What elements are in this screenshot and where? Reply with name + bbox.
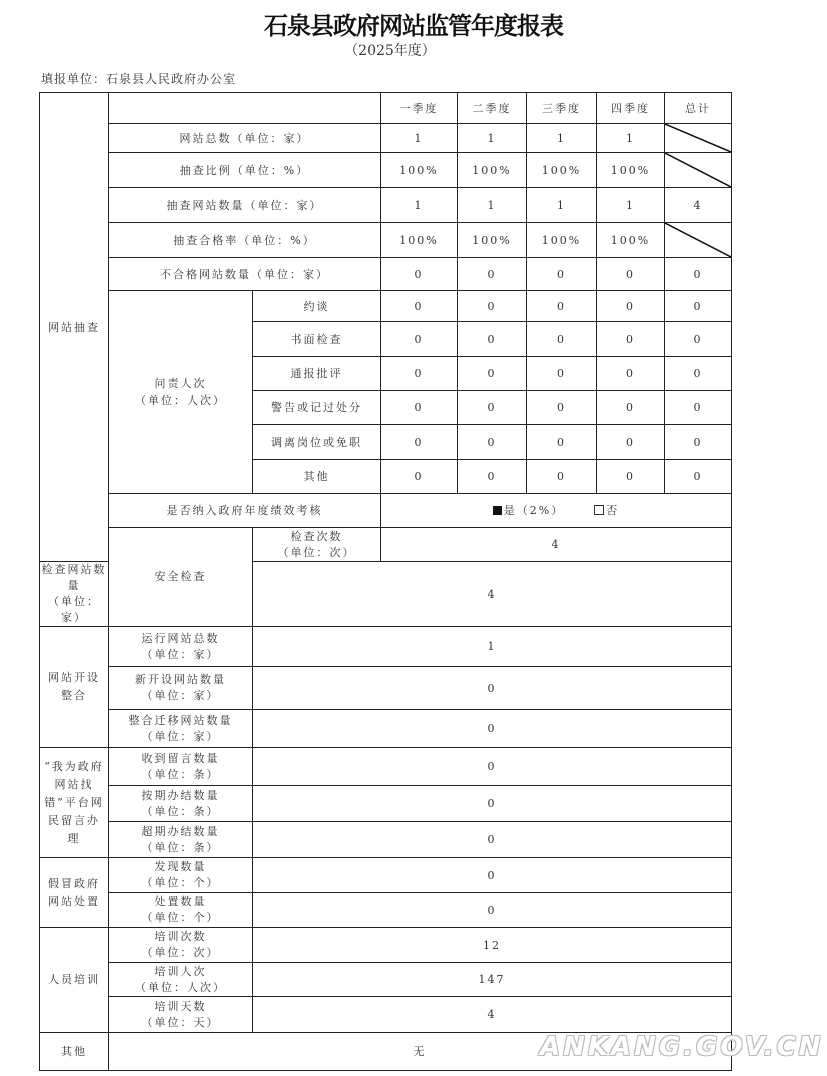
section-label: 网站开设整合: [40, 627, 109, 748]
quarter-value: 0: [527, 322, 597, 357]
quarter-value: 1: [597, 124, 665, 153]
item-label: [109, 858, 253, 893]
item-label-unit: （单位：家）: [141, 647, 220, 661]
item-label-unit: （单位：个）: [141, 876, 220, 889]
quarter-value: 0: [381, 291, 458, 322]
item-value: 0: [253, 786, 732, 822]
diagonal-slash-cell: [665, 223, 732, 258]
total-value: 0: [665, 460, 732, 494]
quarter-value: 0: [381, 391, 458, 425]
diagonal-slash-cell: [665, 153, 732, 188]
diagonal-line: [665, 124, 731, 152]
quarter-value: 0: [458, 258, 527, 291]
performance-label: 是否纳入政府年度绩效考核: [109, 494, 381, 528]
quarter-value: 0: [381, 357, 458, 391]
report-table: [39, 92, 732, 1071]
quarter-value: 0: [597, 460, 665, 494]
item-label-unit: （单位：家）: [141, 689, 220, 702]
quarter-value: 0: [527, 425, 597, 460]
performance-options: [381, 494, 732, 528]
item-label: [109, 822, 253, 858]
quarter-value: 100%: [381, 153, 458, 188]
item-label-unit: （单位：条）: [141, 804, 220, 818]
checkbox-unchecked-icon[interactable]: [594, 505, 604, 515]
total-value: 0: [665, 258, 732, 291]
item-label: [109, 667, 253, 710]
item-label-line1: 发现数量: [154, 860, 207, 873]
accountability-type: 调离岗位或免职: [253, 425, 381, 460]
accountability-label-line1: 问责人次: [154, 377, 207, 390]
quarter-value: 0: [597, 425, 665, 460]
total-value: 0: [665, 357, 732, 391]
item-label-line1: 培训天数: [154, 999, 207, 1013]
quarter-value: 0: [597, 391, 665, 425]
item-label: [109, 997, 253, 1033]
item-value: 0: [253, 893, 732, 928]
item-label-line1: 整合迁移网站数量: [128, 713, 233, 727]
item-label-line1: 处置数量: [154, 895, 207, 908]
report-year: （2025年度）: [344, 43, 436, 59]
quarter-value: 0: [597, 322, 665, 357]
item-label-unit: （单位：条）: [141, 840, 220, 854]
quarter-value: 0: [527, 391, 597, 425]
reporting-unit: 填报单位：石泉县人民政府办公室: [41, 72, 237, 86]
item-label: [109, 963, 253, 997]
quarter-value: 100%: [597, 223, 665, 258]
item-label-line1: 培训次数: [154, 930, 207, 943]
total-value: 4: [665, 188, 732, 223]
quarter-value: 0: [458, 391, 527, 425]
quarter-value: 0: [597, 291, 665, 322]
item-value: 4: [381, 528, 732, 562]
item-label: [109, 928, 253, 963]
quarter-value: 0: [527, 357, 597, 391]
item-value: 0: [253, 710, 732, 748]
item-value: 0: [253, 822, 732, 858]
quarter-value: 0: [381, 322, 458, 357]
quarter-value: 0: [527, 258, 597, 291]
accountability-type: 其他: [253, 460, 381, 494]
accountability-type: 通报批评: [253, 357, 381, 391]
quarter-value: 1: [381, 188, 458, 223]
quarter-value: 0: [458, 460, 527, 494]
quarter-value: 0: [597, 357, 665, 391]
row-label: 网站总数（单位：家）: [109, 124, 381, 153]
section-label: “我为政府网站找错”平台网民留言办理: [40, 748, 109, 858]
accountability-type: 书面检查: [253, 322, 381, 357]
quarter-value: 1: [458, 188, 527, 223]
row-label: 抽查比例（单位：%）: [109, 153, 381, 188]
quarter-value: 0: [381, 425, 458, 460]
quarter-value: 0: [458, 357, 527, 391]
report-title: 石泉县政府网站监管年度报表: [264, 11, 563, 40]
item-label-line1: 运行网站总数: [141, 631, 220, 645]
section-label: 假冒政府网站处置: [40, 858, 109, 928]
item-label-line1: 按期办结数量: [141, 788, 220, 802]
item-label-line1: 收到留言数量: [141, 751, 220, 765]
other-value: 无: [109, 1033, 732, 1071]
diagonal-line: [665, 223, 731, 257]
header-blank: [109, 93, 381, 124]
quarter-value: 100%: [381, 223, 458, 258]
section-label: 安全检查: [109, 528, 253, 627]
watermark: ANKANG.GOV.CN: [540, 1032, 824, 1062]
item-label: [109, 748, 253, 786]
column-header: 总计: [665, 93, 732, 124]
other-label: 其他: [40, 1033, 109, 1071]
item-label-line1: 检查次数: [290, 529, 343, 543]
accountability-label-line2: （单位：人次）: [135, 394, 226, 407]
quarter-value: 1: [458, 124, 527, 153]
diagonal-line: [665, 153, 731, 187]
item-label: [109, 627, 253, 667]
quarter-value: 100%: [597, 153, 665, 188]
item-label-unit: （单位：天）: [141, 1015, 220, 1029]
quarter-value: 100%: [458, 223, 527, 258]
item-label-unit: （单位：个）: [141, 911, 220, 924]
item-label: [109, 786, 253, 822]
total-value: 0: [665, 322, 732, 357]
item-label-unit: （单位：人次）: [135, 980, 226, 994]
item-label-unit: （单位：家）: [48, 595, 100, 624]
row-label: 抽查合格率（单位：%）: [109, 223, 381, 258]
item-value: 12: [253, 928, 732, 963]
item-label: [109, 893, 253, 928]
quarter-value: 0: [527, 460, 597, 494]
item-label-line1: 新开设网站数量: [135, 673, 226, 686]
item-label-unit: （单位：次）: [141, 946, 220, 959]
total-value: 0: [665, 291, 732, 322]
quarter-value: 1: [527, 124, 597, 153]
item-value: 0: [253, 858, 732, 893]
checkbox-checked-icon[interactable]: [493, 506, 502, 515]
quarter-value: 1: [527, 188, 597, 223]
quarter-value: 0: [527, 291, 597, 322]
row-label: 抽查网站数量（单位：家）: [109, 188, 381, 223]
column-header: 四季度: [597, 93, 665, 124]
column-header: 二季度: [458, 93, 527, 124]
accountability-type: 警告或记过处分: [253, 391, 381, 425]
item-label-line1: 培训人次: [154, 964, 207, 978]
item-value: 4: [253, 997, 732, 1033]
item-label-unit: （单位：条）: [141, 767, 220, 781]
column-header: 三季度: [527, 93, 597, 124]
quarter-value: 0: [458, 425, 527, 460]
item-label-unit: （单位：次）: [277, 545, 356, 559]
item-label-unit: （单位：家）: [141, 729, 220, 743]
row-label: 不合格网站数量（单位：家）: [109, 258, 381, 291]
section-label-spot-check: 网站抽查: [40, 93, 109, 562]
quarter-value: 0: [381, 258, 458, 291]
quarter-value: 100%: [527, 153, 597, 188]
item-label-line1: 检查网站数量: [41, 563, 107, 592]
quarter-value: 0: [597, 258, 665, 291]
quarter-value: 0: [381, 460, 458, 494]
item-value: 1: [253, 627, 732, 667]
item-value: 147: [253, 963, 732, 997]
item-value: 0: [253, 748, 732, 786]
item-label: [253, 528, 381, 562]
section-label: 人员培训: [40, 928, 109, 1033]
quarter-value: 100%: [458, 153, 527, 188]
item-value: 0: [253, 667, 732, 710]
total-value: 0: [665, 391, 732, 425]
accountability-label: [109, 291, 253, 494]
item-label: [109, 710, 253, 748]
quarter-value: 0: [458, 291, 527, 322]
diagonal-slash-cell: [665, 124, 732, 153]
option-no-label: 否: [606, 504, 620, 517]
column-header: 一季度: [381, 93, 458, 124]
quarter-value: 1: [381, 124, 458, 153]
total-value: 0: [665, 425, 732, 460]
quarter-value: 1: [597, 188, 665, 223]
item-label: [40, 562, 109, 627]
item-label-line1: 超期办结数量: [141, 824, 220, 838]
quarter-value: 100%: [527, 223, 597, 258]
accountability-type: 约谈: [253, 291, 381, 322]
item-value: 4: [253, 562, 732, 627]
option-yes-label: 是（2%）: [503, 504, 565, 517]
quarter-value: 0: [458, 322, 527, 357]
